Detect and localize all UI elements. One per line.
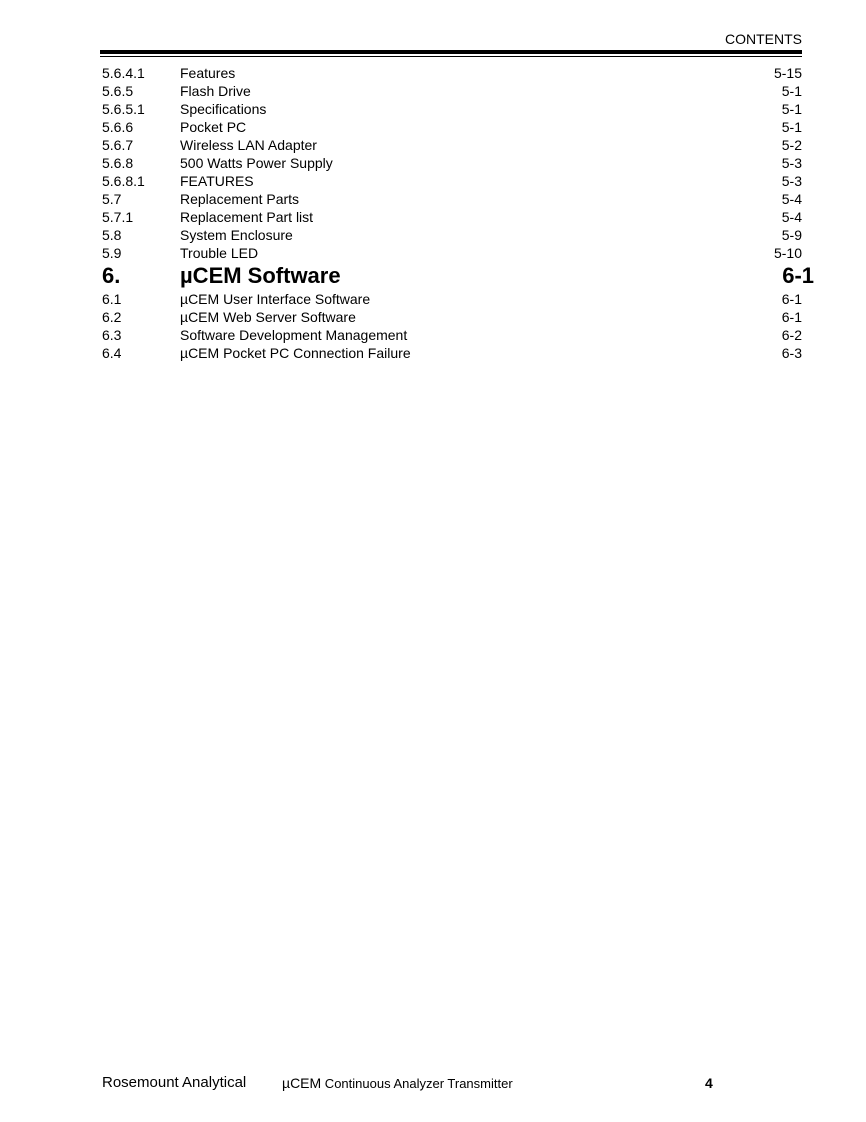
toc-entry-page: 5-10 xyxy=(773,245,802,261)
toc-entry[interactable] xyxy=(102,208,802,226)
toc-entry-number: 5.8 xyxy=(102,227,122,243)
toc-chapter-title: µCEM Software xyxy=(180,263,341,288)
toc-entry-number: 5.6.8 xyxy=(102,155,134,171)
toc-entry-title: Flash Drive xyxy=(180,83,251,99)
toc-entry-page: 6-1 xyxy=(781,309,802,325)
toc-entry-page: 6-2 xyxy=(781,327,802,343)
toc-entry-title: System Enclosure xyxy=(180,227,293,243)
toc-entry-page: 5-4 xyxy=(781,191,802,207)
toc-entry-title: Replacement Parts xyxy=(180,191,300,207)
toc-entry-number: 6.1 xyxy=(102,291,122,307)
toc-entry-page: 5-1 xyxy=(781,119,802,135)
toc-entry-number: 6.3 xyxy=(102,327,122,343)
toc-entry-title: µCEM User Interface Software xyxy=(180,291,371,307)
toc-entry-title: Wireless LAN Adapter xyxy=(180,137,317,153)
toc-entry-page: 5-9 xyxy=(781,227,802,243)
toc-entry[interactable] xyxy=(102,82,802,100)
toc-entry[interactable] xyxy=(102,326,802,344)
page-footer xyxy=(102,1073,802,1093)
toc-entry[interactable] xyxy=(102,226,802,244)
toc-entry-title: 500 Watts Power Supply xyxy=(180,155,333,171)
table-of-contents xyxy=(102,64,814,362)
toc-entry-title: Trouble LED xyxy=(180,245,259,261)
toc-entry-number: 5.7 xyxy=(102,191,122,207)
toc-entry-number: 6.4 xyxy=(102,345,122,361)
toc-entry-number: 5.6.8.1 xyxy=(102,173,145,189)
header-rule-thin xyxy=(100,56,802,57)
toc-entry-title: Replacement Part list xyxy=(180,209,314,225)
toc-entry-page: 5-15 xyxy=(773,65,802,81)
toc-entry[interactable] xyxy=(102,118,802,136)
toc-entry-number: 5.6.6 xyxy=(102,119,134,135)
toc-entry[interactable] xyxy=(102,136,802,154)
toc-entry-title: µCEM Pocket PC Connection Failure xyxy=(180,345,411,361)
toc-entry-page: 5-3 xyxy=(781,155,802,171)
toc-entry-page: 6-3 xyxy=(781,345,802,361)
toc-entry-title: µCEM Web Server Software xyxy=(180,309,356,325)
toc-entry-page: 5-3 xyxy=(781,173,802,189)
toc-entry[interactable] xyxy=(102,244,802,262)
header-title: CONTENTS xyxy=(725,31,802,47)
toc-chapter-entry[interactable] xyxy=(102,262,814,290)
toc-entry[interactable] xyxy=(102,190,802,208)
toc-chapter-page: 6-1 xyxy=(782,263,814,288)
toc-entry-page: 5-1 xyxy=(781,83,802,99)
toc-entry-number: 5.6.5.1 xyxy=(102,101,145,117)
toc-entry-number: 5.6.5 xyxy=(102,83,134,99)
footer-product-name xyxy=(282,1073,513,1094)
toc-entry[interactable] xyxy=(102,64,802,82)
toc-entry-page: 5-2 xyxy=(781,137,802,153)
toc-entry[interactable] xyxy=(102,344,802,362)
toc-entry-number: 5.6.4.1 xyxy=(102,65,145,81)
toc-entry-title: Specifications xyxy=(180,101,267,117)
toc-entry-title: Software Development Management xyxy=(180,327,408,343)
toc-entry-page: 5-4 xyxy=(781,209,802,225)
toc-entry[interactable] xyxy=(102,290,802,308)
toc-entry-number: 5.9 xyxy=(102,245,122,261)
toc-entry-number: 6.2 xyxy=(102,309,122,325)
toc-entry-title: FEATURES xyxy=(180,173,254,189)
toc-entry-title: Features xyxy=(180,65,236,81)
toc-entry-page: 5-1 xyxy=(781,101,802,117)
toc-chapter-number: 6. xyxy=(102,263,121,288)
page-header xyxy=(100,30,802,57)
toc-entry-number: 5.7.1 xyxy=(102,209,134,225)
toc-entry-number: 5.6.7 xyxy=(102,137,134,153)
footer-page-number: 4 xyxy=(705,1075,713,1091)
toc-entry[interactable] xyxy=(102,172,802,190)
toc-entry[interactable] xyxy=(102,308,802,326)
footer-company-name: Rosemount Analytical xyxy=(102,1074,247,1091)
toc-entry-page: 6-1 xyxy=(781,291,802,307)
toc-entry-title: Pocket PC xyxy=(180,119,247,135)
toc-entry[interactable] xyxy=(102,100,802,118)
footer-product-rest: Continuous Analyzer Transmitter xyxy=(321,1076,513,1091)
footer-product-prefix: µCEM xyxy=(282,1075,322,1091)
header-rule-thick xyxy=(100,50,802,54)
toc-entry[interactable] xyxy=(102,154,802,172)
